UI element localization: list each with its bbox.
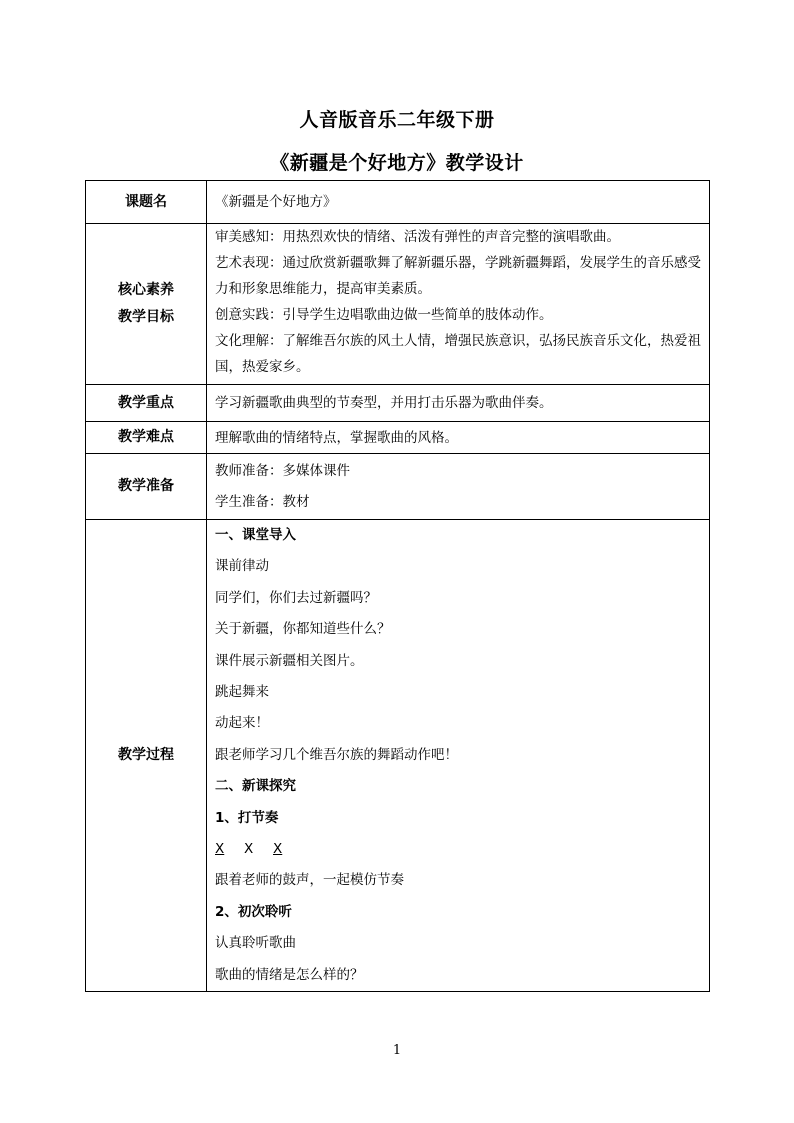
section-heading: 二、新课探究 [215, 778, 296, 795]
document-title: 人音版音乐二年级下册 [299, 109, 495, 131]
teacher-prep: 教师准备：多媒体课件 [215, 462, 350, 479]
student-prep: 学生准备：教材 [215, 493, 310, 510]
goal-aesthetic: 审美感知：用热烈欢快的情绪、活泼有弹性的声音完整的演唱歌曲。 [215, 229, 620, 245]
label-difficulty: 教学难点 [86, 422, 207, 454]
rhythm-note: X [215, 841, 225, 858]
label-key-point: 教学重点 [86, 385, 207, 422]
rhythm-notation [215, 834, 703, 865]
row-goals [86, 224, 710, 385]
goal-cultural-understanding: 文化理解：了解维吾尔族的风土人情，增强民族意识，弘扬民族音乐文化，热爱祖国，热爱家乡。 [215, 333, 701, 375]
section-heading: 一、课堂导入 [215, 527, 296, 543]
label-goals-line1: 核心素养 [118, 282, 174, 298]
process-line: 跳起舞来 [215, 684, 269, 701]
key-point-value: 学习新疆歌曲典型的节奏型，并用打击乐器为歌曲伴奏。 [207, 385, 710, 422]
row-topic [86, 181, 710, 224]
process-line: 跟着老师的鼓声，一起模仿节奏 [215, 872, 404, 889]
label-preparation: 教学准备 [86, 454, 207, 520]
preparation-content [207, 454, 710, 520]
label-goals-line2: 教学目标 [118, 309, 174, 325]
process-line: 同学们，你们去过新疆吗？ [215, 589, 377, 606]
process-line: 关于新疆，你都知道些什么？ [215, 621, 391, 638]
process-line: 歌曲的情绪是怎么样的？ [215, 966, 364, 983]
goal-creative-practice: 创意实践：引导学生边唱歌曲边做一些简单的肢体动作。 [215, 307, 553, 323]
subsection-heading: 1、打节奏 [215, 809, 279, 826]
page-number: 1 [392, 1043, 402, 1058]
process-content [207, 520, 710, 992]
goals-content [207, 224, 710, 385]
process-line: 跟老师学习几个维吾尔族的舞蹈动作吧！ [215, 746, 458, 763]
row-preparation [86, 454, 710, 520]
label-process: 教学过程 [86, 520, 207, 992]
document-subtitle: 《新疆是个好地方》教学设计 [270, 152, 524, 174]
rhythm-note: X [273, 841, 283, 858]
goal-art-expression: 艺术表现：通过欣赏新疆歌舞了解新疆乐器，学跳新疆舞蹈，发展学生的音乐感受力和形象思维能力，提高审美素质。 [215, 255, 701, 297]
rhythm-note: X [244, 841, 254, 858]
process-line: 认真聆听歌曲 [215, 935, 296, 952]
subsection-heading: 2、初次聆听 [215, 903, 292, 920]
label-goals [86, 224, 207, 385]
row-key-point [86, 385, 710, 422]
row-process [86, 520, 710, 992]
lesson-plan-table [85, 180, 710, 992]
row-difficulty [86, 422, 710, 454]
process-line: 课件展示新疆相关图片。 [215, 652, 364, 669]
process-line: 动起来！ [215, 715, 269, 732]
label-topic: 课题名 [86, 181, 207, 224]
process-line: 课前律动 [215, 558, 269, 575]
topic-value: 《新疆是个好地方》 [207, 181, 710, 224]
difficulty-value: 理解歌曲的情绪特点，掌握歌曲的风格。 [207, 422, 710, 454]
